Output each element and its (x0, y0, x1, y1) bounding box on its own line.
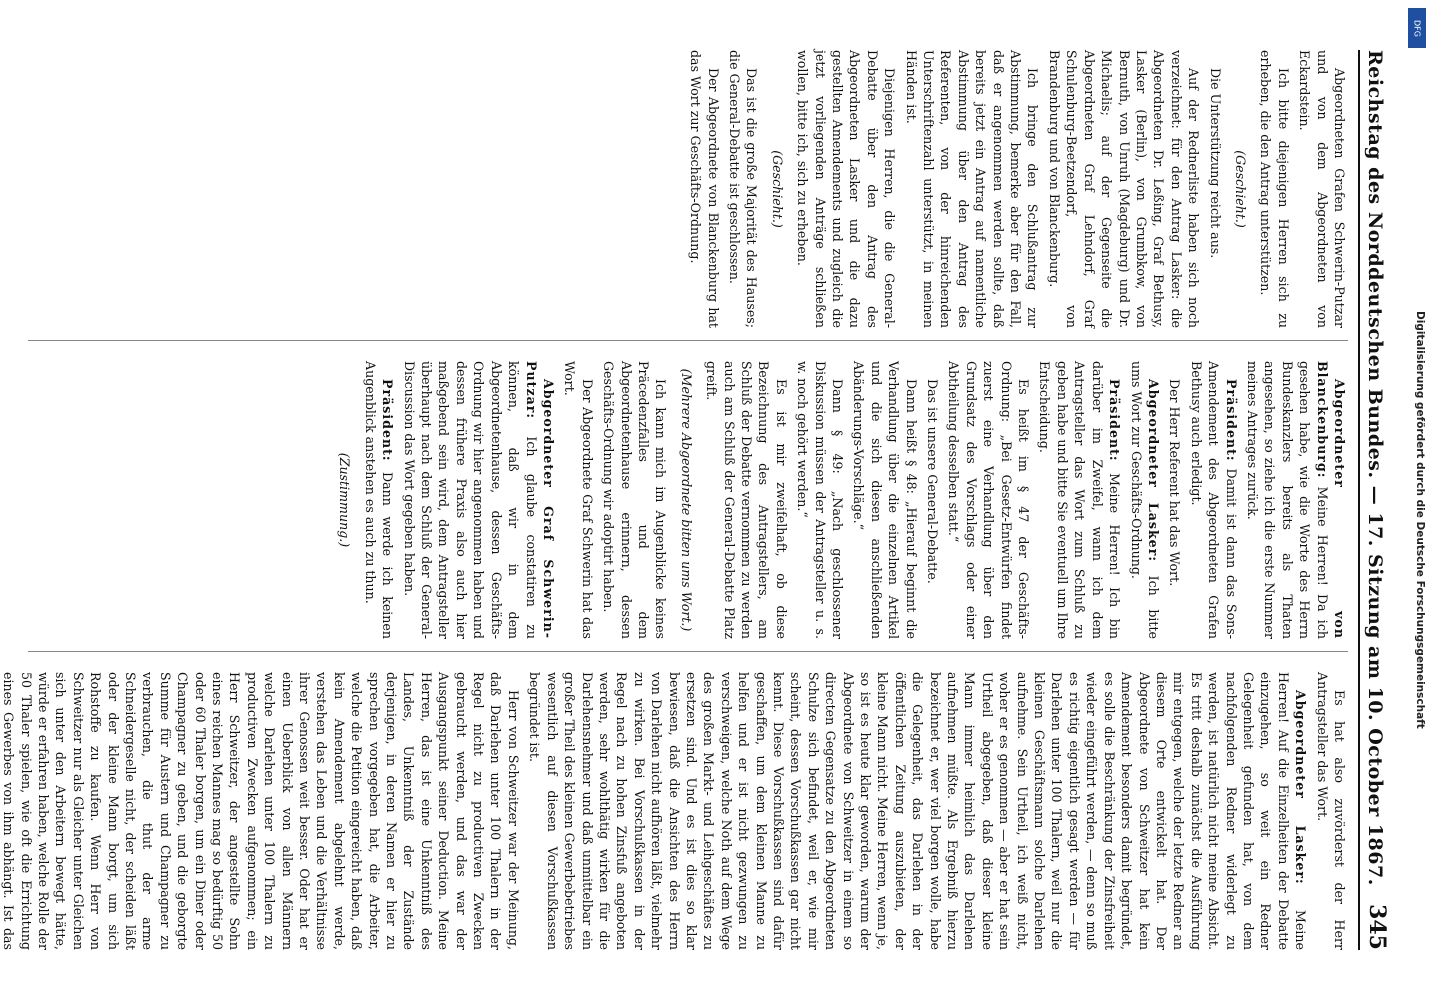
paragraph: Auf der Rednerliste haben sich noch verzeichnet: für den Antrag Lasker: die Abgeordneten Dr. Leßing, Graf Bethusy, Lasker (Berlin), von Grumbkow, von Bernuth, von Unruh (Magdeburg) und Dr. Michaelis; auf der Gegenseite die Abgeordneten Graf Lehndorf, Graf Schulenburg-Beetzendorf, von Brandenburg und von Blanckenburg. (1046, 50, 1202, 328)
speech-paragraph (1036, 361, 1123, 639)
paragraph: Ich kann mich im Augenblicke keines Präcedenzfalles und dem Abgeordnetenhause erinnern, dessen Geschäfts-Ordnung wir adoptirt haben. (601, 361, 669, 639)
paragraph: Der Abgeordnete von Blanckenburg hat das Wort zur Geschäfts-Ordnung. (688, 50, 721, 328)
speech-paragraph (400, 361, 557, 639)
speech-paragraph (526, 672, 1309, 950)
paragraph: Es ist mir zweifelhaft, ob diese Bezeichnung des Antragstellers, am Schluß der Debatte vernommen zu werden auch am Schluß der General-Debatte Platz greift. (704, 361, 789, 639)
paragraph: Diejenigen Herren, die die General-Debatte über den Antrag des Abgeordneten Lasker und die dazu gestellten Amendements und zugleich die jetzt vorliegenden Anträge schließen wollen, bitte ich, sich zu erheben. (795, 50, 898, 328)
speech-paragraph (1127, 361, 1162, 639)
speech-text: Meine Herren! Ich bin darüber im Zweifel, wann ich dem Antragsteller das Wort zum Schluß zu geben habe und bitte Sie eventuell um Ihre Entscheidung. (1037, 361, 1123, 639)
speech-paragraph (361, 361, 396, 639)
speech-paragraph (1187, 361, 1239, 639)
speaker-name: Abgeordneter Lasker: (1145, 379, 1161, 562)
digitization-credit: Digitalisierung gefördert durch die Deutsche Forschungsgemeinschaft (1414, 311, 1426, 729)
paragraph: Dann heißt § 48: „Hierauf beginnt die Verhandlung über die einzelnen Artikel und die sich diesen anschließenden Abänderungs-Vorschläge.“ (851, 361, 919, 639)
dfg-logo: DFG (1408, 8, 1426, 48)
rotated-page (1, 10, 1400, 970)
stage-note: (Zustimmung.) (337, 452, 353, 548)
stage-note: (Geschieht.) (1232, 150, 1248, 228)
column-middle (28, 361, 1348, 652)
page-header (1358, 50, 1400, 950)
speaker-name: Präsident: (380, 379, 396, 462)
paragraph: Dann § 49: „Nach geschlossener Diskussion müssen der Antragsteller u. s. w. noch gehört werden.“ (795, 361, 846, 639)
paragraph: Das ist unsere General-Debatte. (925, 379, 941, 584)
paragraph: Der Herr Referent hat das Wort. (1167, 379, 1183, 587)
speech-text: Meine Herren! Da ich gesehen habe, wie die Worte des Herrn Bundeskanzlers bereits als Thaten angesehen, so ziehe ich die erste Nummer meines Antrages zurück. (1244, 361, 1330, 639)
speech-text: Ich bitte ums Wort zur Geschäfts-Ordnung. (1128, 361, 1161, 639)
stage-note: (Geschieht.) (769, 150, 785, 228)
paragraph: Herr von Schweitzer war der Meinung, daß Darlehen unter 100 Thalern in der Regel nicht zu productiven Zwecken gebraucht werden, und das war der Ausgangspunkt seiner Deduction. Meine Herren, das ist eine Unkenntniß des Landes, Unkenntniß der Zustände derjenigen, in deren Namen er hier zu sprechen vorgegeben hat, die Arbeiter, welche die Petition eingereicht haben, daß kein Amendement abgelehnt werde, verstehen das Leben und die Verhältnisse ihrer Genossen weit besser. Oder hat er einen Ueberblick von allen Männern welche Darlehen unter 100 Thalern zu productiven Zwecken aufgenommen; ein Herr Schweitzer, der angestellte Sohn eines reichen Mannes mag so bedürftig 50 oder 60 Thaler borgen, um ein Diner oder Champagner zu geben, und die geborgte Summe für Austern und Champagner zu verbrauchen, die thut der arme Schneidergeselle nicht, der scheiden läßt oder der kleine Mann borgt, um sich Rohstoffe zu kaufen. Wenn Herr von Schweitzer nur als Gleicher unter Gleichen sich unter den Arbeitern bewegt hätte, würde er erfahren haben, welche Rolle der 50 Thaler spielen, wie oft die Errichtung eines Gewerbes von ihm abhängt. Ist das (1, 672, 521, 950)
speech-text: Damit ist dann das Sons-Amendement des Abgeordneten Grafen Bethusy auch erledigt. (1188, 361, 1239, 639)
page-number: 345 (1364, 904, 1390, 950)
speech-paragraph (1244, 361, 1348, 639)
column-left (28, 50, 1348, 341)
paragraph: Der Abgeordnete Graf Schwerin hat das Wort. (562, 361, 595, 639)
speech-text: Dann werde ich keinen Augenblick anstehen es auch zu thun. (362, 361, 396, 639)
paragraph: Ich bringe den Schlußantrag zur Abstimmung, bemerke aber für den Fall, daß er angenommen werden sollte, daß bereits jetzt ein Antrag auf namentliche Abstimmung über den Antrag des Referenten, von der hinreichenden Unterschriftenzahl unterstützt, in meinen Händen ist. (903, 50, 1041, 328)
speaker-name: Abgeordneter Graf Schwerin-Putzar: (523, 361, 556, 639)
paragraph: Es hat also zuvörderst der Herr Antragsteller das Wort. (1314, 672, 1347, 950)
paragraph: Abgeordneten Grafen Schwerin-Putzar und von dem Abgeordneten von Eckardstein. (1297, 50, 1347, 328)
paragraph: Es heißt im § 47 der Geschäfts-Ordnung: „Bei Gesetz-Entwürfen findet zuerst eine Verhandlung über den Grundsatz des Vorschlags oder einer Abtheilung desselben statt.“ (946, 361, 1032, 639)
paragraph: Ich bitte diejenigen Herren sich zu erheben, die den Antrag unterstützen. (1258, 50, 1291, 328)
column-right (1, 672, 1348, 950)
paragraph: Das ist die große Majorität des Hauses; die General-Debatte ist geschlossen. (727, 50, 760, 328)
running-title: Reichstag des Norddeutschen Bundes. — 17. Sitzung am 10. October 1867. (1364, 50, 1386, 886)
text-columns (1, 50, 1348, 950)
speaker-name: Abgeordneter Lasker: (1293, 690, 1309, 885)
speech-text: Meine Herren! Auf die Einzelheiten der Debatte einzugehen, so weit ein Redner Gelegenheit gefunden hat, von dem nachfolgenden Redner widerlegt zu werden, ist natürlich nicht meine Absicht. Es tritt deshalb zunächst die Ausführung mir entgegen, welche der letzte Redner an diesem Orte entwickelt hat. Der Abgeordnete von Schweitzer hat kein Amendement besonders damit begründet, es solle die Beschränkung der Zinsfreiheit wieder eingeführt werden, — denn so muß es richtig eigentlich gesagt werden — für Darlehen unter 100 Thalern, weil nur die kleinen Geschäftsmann solche Darlehen aufnehme. Sein Urtheil, ich weiß nicht, woher er es genommen — aber er hat sein Urtheil abgegeben, daß dieser kleine Mann immer heimlich das Darlehen aufnehmen müßte. Als Ergebniß hierzu bezeichnet er, wer viel borgen wolle, habe die Gelegenheit, das Darlehen in der öffentlichen Zeitung auszubieten, der kleine Mann nicht. Meine Herren, wenn je, so ist es heute klar geworden, warum der Abgeordnete von Schweitzer in einem so directen Gegensatze zu den Abgeordneten Schulze sich befindet, weil er, wie mir scheint, dessen Vorschußkassen gar nicht kennt. Diese Vorschußkassen sind dafür geschaffen, um dem kleinen Manne zu helfen und er ist nicht gezwungen zu verschweigen, welche Noth auf dem Wege des großen Markt- und Leihgeschäftes zu ersetzen sind. Und es ist dies so klar bewiesen, daß die Ansichten des Herrn von Darlehen nicht aufhören läßt, vielmehr zu wirken. Bei Vorschußkassen in der Regel nach zu hohen Zinsfuß angeboten werden, sehr wohlthätig wirken für die Darlehensnehmer und daß unmittelbar ein großer Theil des kleinen Gewerbebetriebes wesentlich auf diesen Vorschußkassen begründet ist. (527, 672, 1309, 950)
speaker-name: Abgeordneter von Blanckenburg: (1314, 361, 1347, 639)
speaker-name: Präsident: (1107, 379, 1123, 462)
speaker-name: Präsident: (1223, 379, 1239, 462)
speech-text: Ich glaube constatiren zu können, daß wir in dem Abgeordnetenhause, dessen Geschäfts-Ordnung wir hier angenommen haben und dessen frühere Praxis also auch hier maßgebend sein wird, dem Antragsteller überhaupt nach dem Schluß der General-Discussion das Wort gegeben haben. (401, 361, 539, 639)
paragraph: Die Unterstützung reicht aus. (1207, 68, 1223, 259)
stage-note: (Mehrere Abgeordnete bitten ums Wort.) (678, 368, 694, 632)
